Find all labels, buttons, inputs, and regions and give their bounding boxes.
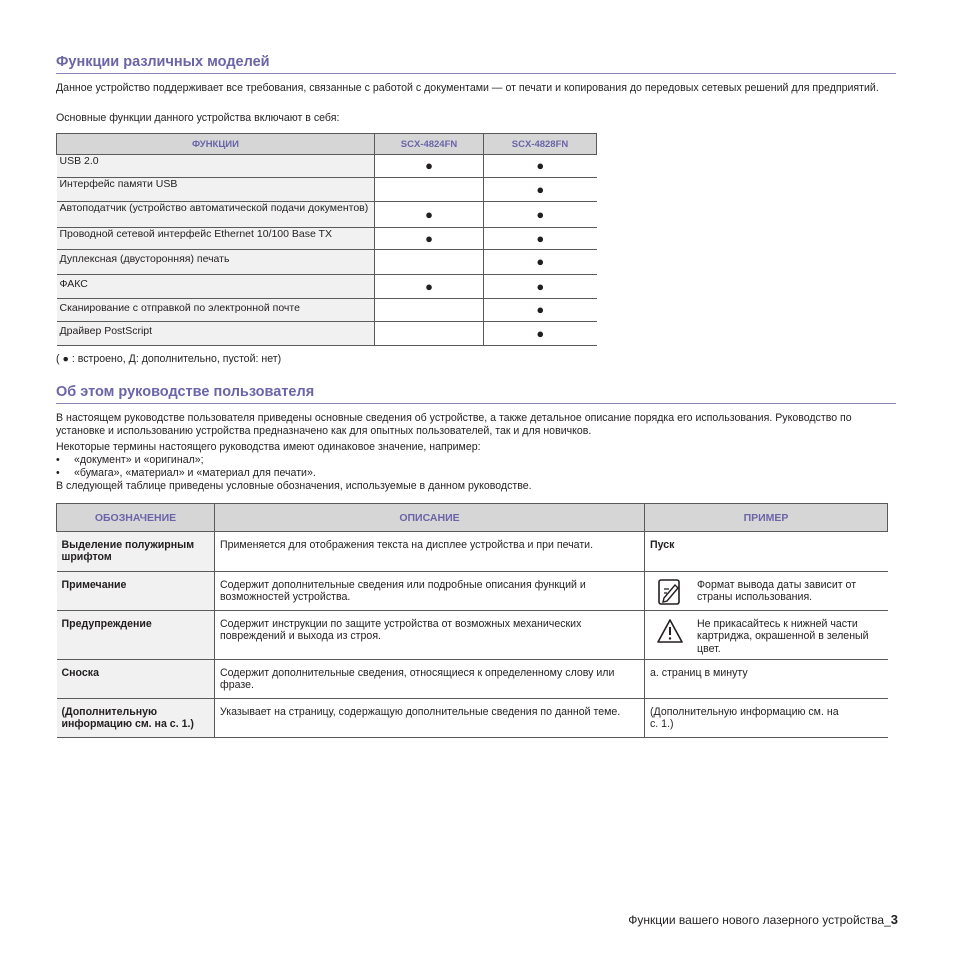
convention-example: Пуск: [645, 532, 888, 572]
support-mark: [375, 299, 484, 322]
support-mark: ●: [484, 275, 597, 299]
table-row: [57, 532, 888, 572]
col-header-features: ФУНКЦИИ: [57, 134, 375, 155]
list-item: • «бумага», «материал» и «материал для печати».: [56, 467, 316, 479]
table-row: [57, 611, 888, 660]
table-row: [57, 155, 597, 178]
support-mark: [375, 322, 484, 346]
convention-example-cell: [645, 611, 888, 660]
features-lead: Основные функции данного устройства включают в себя:: [56, 112, 340, 124]
support-mark: ●: [484, 228, 597, 250]
convention-example-cell: [645, 572, 888, 611]
col-header-description: ОПИСАНИЕ: [215, 504, 645, 532]
table-row: [57, 178, 597, 202]
support-mark: ●: [375, 155, 484, 178]
convention-term: Сноска: [57, 660, 215, 699]
col-header-example: ПРИМЕР: [645, 504, 888, 532]
feature-name: USB 2.0: [57, 155, 375, 178]
col-header-model-b: SCX-4828FN: [484, 134, 597, 155]
convention-term: (Дополнительную информацию см. на с. 1.): [57, 699, 215, 738]
feature-name: Дуплексная (двусторонняя) печать: [57, 250, 375, 275]
support-mark: ●: [484, 322, 597, 346]
page-number: 3: [890, 912, 898, 927]
feature-name: Сканирование с отправкой по электронной почте: [57, 299, 375, 322]
feature-name: Драйвер PostScript: [57, 322, 375, 346]
feature-name: Автоподатчик (устройство автоматической подачи документов): [57, 202, 375, 228]
convention-term: Выделение полужирным шрифтом: [57, 532, 215, 572]
table-row: [57, 202, 597, 228]
footer-text: Функции вашего нового лазерного устройства_: [628, 913, 891, 927]
section-title-models: Функции различных моделей: [56, 54, 896, 74]
convention-description: Применяется для отображения текста на дисплее устройства и при печати.: [215, 532, 645, 572]
support-mark: ●: [375, 228, 484, 250]
convention-example: Не прикасайтесь к нижней части картриджа, окрашенной в зеленый цвет.: [697, 618, 869, 655]
convention-description: Содержит дополнительные сведения или подробные описания функций и возможностей устройства.: [215, 572, 645, 611]
table-row: [57, 228, 597, 250]
list-item-text: «бумага», «материал» и «материал для печати».: [74, 467, 316, 479]
intro-paragraph: Данное устройство поддерживает все требования, связанные с работой с документами — от печати и копирования до передовых сетевых решений для предприятий.: [56, 82, 879, 94]
support-mark: [375, 178, 484, 202]
support-mark: ●: [375, 202, 484, 228]
support-mark: ●: [484, 299, 597, 322]
note-icon: [655, 577, 685, 607]
feature-name: ФАКС: [57, 275, 375, 299]
col-header-term: ОБОЗНАЧЕНИЕ: [57, 504, 215, 532]
convention-term: Предупреждение: [57, 611, 215, 660]
feature-name: Интерфейс памяти USB: [57, 178, 375, 202]
support-mark: [375, 250, 484, 275]
features-legend: ( ● : встроено, Д: дополнительно, пустой: нет): [56, 353, 282, 365]
table-row: [57, 572, 888, 611]
table-row: [57, 699, 888, 738]
support-mark: ●: [484, 202, 597, 228]
support-mark: ●: [375, 275, 484, 299]
convention-example: (Дополнительную информацию см. на с. 1.): [645, 699, 888, 738]
feature-name: Проводной сетевой интерфейс Ethernet 10/100 Base TX: [57, 228, 375, 250]
col-header-model-a: SCX-4824FN: [375, 134, 484, 155]
support-mark: ●: [484, 178, 597, 202]
convention-example: a. страниц в минуту: [645, 660, 888, 699]
table-row: [57, 250, 597, 275]
guide-paragraph-2: Некоторые термины настоящего руководства имеют одинаковое значение, например:: [56, 441, 481, 453]
table-row: [57, 299, 597, 322]
support-mark: ●: [484, 250, 597, 275]
table-row: [57, 322, 597, 346]
table-row: [57, 275, 597, 299]
features-table: [56, 133, 597, 346]
guide-paragraph-3: В следующей таблице приведены условные обозначения, используемые в данном руководстве.: [56, 480, 532, 492]
section-title-guide: Об этом руководстве пользователя: [56, 384, 896, 404]
support-mark: ●: [484, 155, 597, 178]
table-row: [57, 660, 888, 699]
page-footer: [628, 912, 898, 927]
convention-description: Содержит инструкции по защите устройства от возможных механических повреждений и выхода из строя.: [215, 611, 645, 660]
list-item: • «документ» и «оригинал»;: [56, 454, 204, 466]
convention-example: Формат вывода даты зависит от страны использования.: [697, 579, 857, 604]
warning-icon: [655, 616, 685, 646]
conventions-table: [56, 503, 888, 738]
convention-term: Примечание: [57, 572, 215, 611]
convention-description: Указывает на страницу, содержащую дополнительные сведения по данной теме.: [215, 699, 645, 738]
convention-description: Содержит дополнительные сведения, относящиеся к определенному слову или фразе.: [215, 660, 645, 699]
list-item-text: «документ» и «оригинал»;: [74, 454, 204, 466]
guide-paragraph-1: В настоящем руководстве пользователя приведены основные сведения об устройстве, а также детальное описание порядка его использования. Руководство по установке и использованию устройства предназначено как для опытных пользователей, так и для новичков.: [56, 412, 852, 437]
